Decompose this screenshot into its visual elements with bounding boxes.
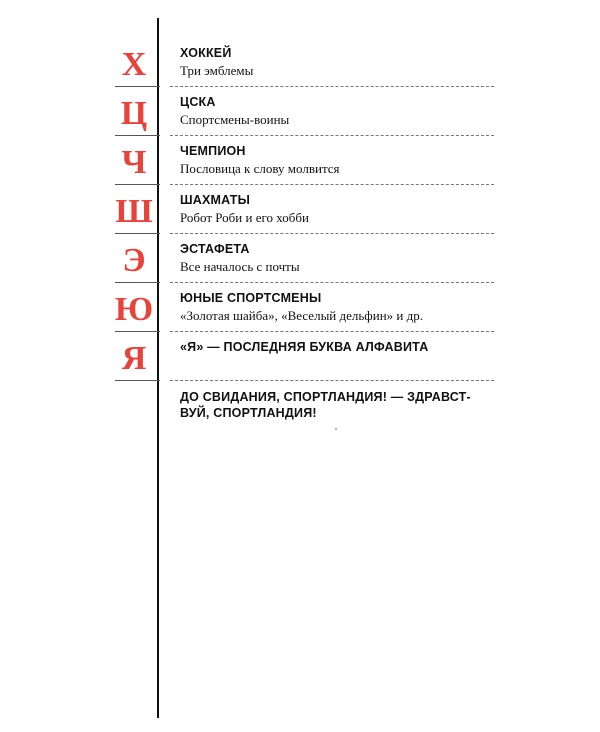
entry-title: ШАХМАТЫ bbox=[180, 193, 251, 207]
letter-ya: Я bbox=[121, 340, 147, 377]
letter-separator bbox=[115, 233, 160, 234]
print-speck bbox=[335, 428, 337, 430]
entry-subtitle: Пословица к слову молвится bbox=[180, 161, 340, 176]
entry-separator bbox=[170, 135, 494, 136]
entry-subtitle: «Золотая шайба», «Веселый дельфин» и др. bbox=[180, 308, 423, 323]
entry-subtitle: Все началось с почты bbox=[180, 259, 300, 274]
entry-title: ЧЕМПИОН bbox=[180, 144, 246, 158]
closing-line-1: ДО СВИДАНИЯ, СПОРТЛАНДИЯ! — ЗДРАВСТ- bbox=[180, 390, 471, 404]
closing-line-2: ВУЙ, СПОРТЛАНДИЯ! bbox=[180, 406, 317, 420]
entry-chess bbox=[180, 192, 500, 226]
letter-sha: Ш bbox=[115, 193, 153, 230]
entry-separator bbox=[170, 282, 494, 283]
entry-relay bbox=[180, 241, 500, 275]
entry-separator bbox=[170, 331, 494, 332]
letter-separator bbox=[115, 86, 160, 87]
entry-title: ЦСКА bbox=[180, 95, 216, 109]
letter-separator bbox=[115, 331, 160, 332]
letter-che: Ч bbox=[121, 144, 147, 181]
entry-separator bbox=[170, 380, 494, 381]
entry-title: ЮНЫЕ СПОРТСМЕНЫ bbox=[180, 291, 322, 305]
entry-subtitle: Три эмблемы bbox=[180, 63, 254, 78]
closing-heading bbox=[180, 389, 500, 421]
entry-hockey bbox=[180, 45, 500, 79]
letter-separator bbox=[115, 184, 160, 185]
letter-separator bbox=[115, 380, 160, 381]
entry-separator bbox=[170, 233, 494, 234]
entry-champion bbox=[180, 143, 500, 177]
entry-title: ХОККЕЙ bbox=[180, 46, 232, 60]
letter-yu: Ю bbox=[114, 291, 154, 328]
letter-separator bbox=[115, 135, 160, 136]
entry-separator bbox=[170, 184, 494, 185]
entry-title: «Я» — ПОСЛЕДНЯЯ БУКВА АЛФАВИТА bbox=[180, 340, 429, 354]
entry-separator bbox=[170, 86, 494, 87]
letter-tse: Ц bbox=[120, 95, 148, 132]
entry-cska bbox=[180, 94, 500, 128]
entry-young-athletes bbox=[180, 290, 500, 324]
letter-kha: Х bbox=[121, 46, 147, 83]
letter-e: Э bbox=[122, 242, 146, 279]
entry-subtitle: Робот Роби и его хобби bbox=[180, 210, 309, 225]
entry-title: ЭСТАФЕТА bbox=[180, 242, 250, 256]
letter-separator bbox=[115, 282, 160, 283]
entry-subtitle: Спортсмены-воины bbox=[180, 112, 290, 127]
entry-last-letter bbox=[180, 339, 500, 355]
